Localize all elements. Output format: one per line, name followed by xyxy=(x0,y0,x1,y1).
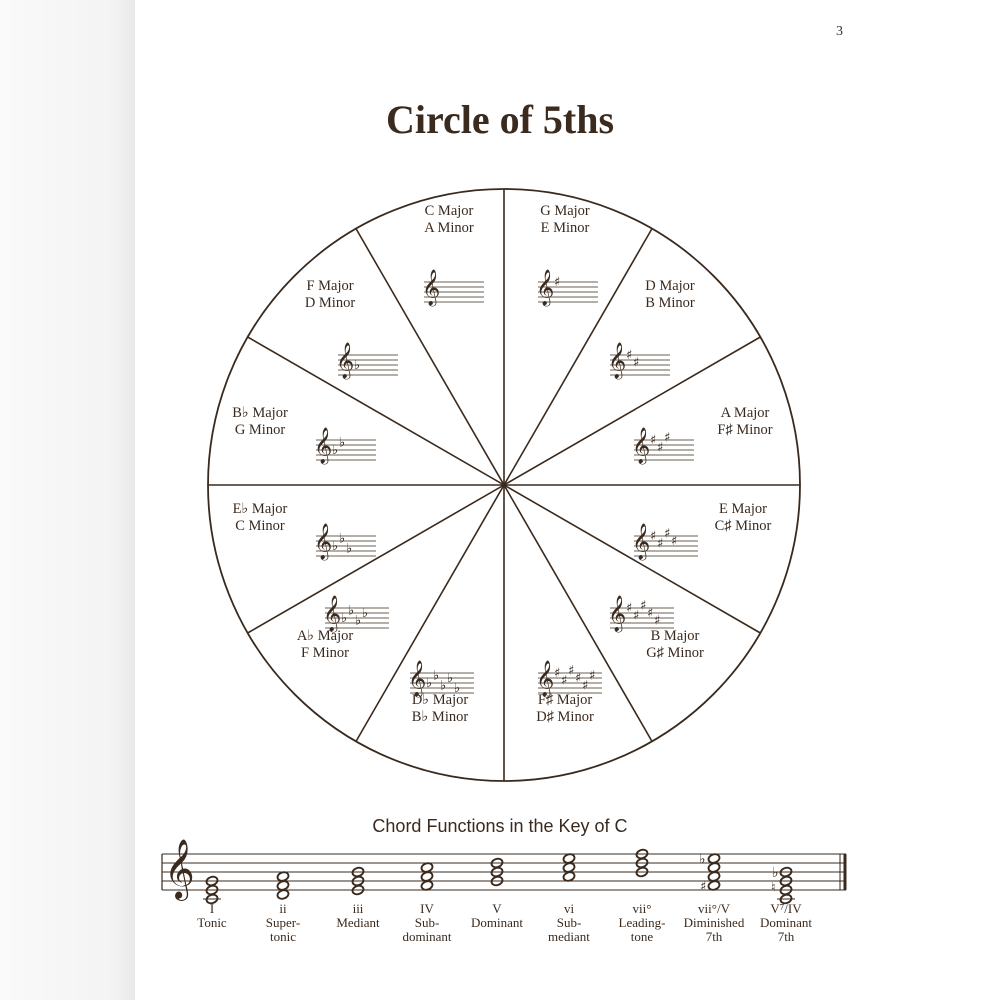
sharp-icon: ♯ xyxy=(626,348,633,363)
sharp-icon: ♯ xyxy=(650,433,657,448)
flat-icon: ♭ xyxy=(348,603,355,619)
flat-icon: ♭ xyxy=(447,671,454,686)
treble-clef-icon: 𝄞 xyxy=(336,342,355,379)
key-label-c: C Major A Minor xyxy=(424,203,474,236)
sharp-icon: ♯ xyxy=(568,663,575,679)
sharp-icon: ♯ xyxy=(589,668,596,684)
whole-note xyxy=(707,853,720,864)
flat-icon: ♭ xyxy=(339,435,346,451)
sharp-icon: ♯ xyxy=(650,529,657,544)
flat-icon: ♭ xyxy=(341,611,348,626)
sharp-icon: ♯ xyxy=(554,275,561,290)
key-label-e-flat: E♭ Major C Minor xyxy=(232,501,288,534)
chord-functions-title: Chord Functions in the Key of C xyxy=(372,816,628,836)
flat-icon: ♭ xyxy=(433,668,440,684)
chord-label-v: V Dominant xyxy=(471,901,523,930)
sharp-icon: ♯ xyxy=(626,601,633,616)
sharp-icon: ♯ xyxy=(671,534,678,549)
flat-icon: ♭ xyxy=(332,539,339,554)
treble-clef-icon: 𝄞 xyxy=(314,523,333,560)
flat-icon: ♭ xyxy=(426,676,433,691)
page-number: 3 xyxy=(836,24,843,39)
sharp-icon: ♯ xyxy=(633,355,640,371)
flat-icon: ♭ xyxy=(454,681,461,696)
chord-label-ii: ii Super- tonic xyxy=(265,901,301,944)
chord-label-vi: vi Sub- mediant xyxy=(548,901,590,944)
sharp-icon: ♯ xyxy=(582,678,589,694)
flat-icon: ♭ xyxy=(440,678,447,694)
key-label-f-sharp: F♯ Major D♯ Minor xyxy=(536,692,594,725)
chord-label-v7-of-iv: V⁷/IV Dominant 7th xyxy=(760,901,812,944)
chord-label-i: I Tonic xyxy=(197,901,227,930)
sharp-icon: ♯ xyxy=(554,666,561,681)
flat-icon: ♭ xyxy=(346,541,353,557)
key-label-g: G Major E Minor xyxy=(540,203,590,236)
treble-clef-icon: 𝄞 xyxy=(314,427,333,464)
chord-label-vii: vii° Leading- tone xyxy=(618,901,666,944)
flat-icon: ♭ xyxy=(332,443,339,458)
sharp-icon: ♯ xyxy=(657,440,664,456)
treble-clef-icon: 𝄞 xyxy=(422,269,441,306)
sharp-icon: ♯ xyxy=(657,536,664,552)
key-label-d: D Major B Minor xyxy=(645,278,695,311)
sharp-icon: ♯ xyxy=(654,613,661,629)
sharp-icon: ♯ xyxy=(640,598,647,614)
treble-clef-icon: 𝄞 xyxy=(323,595,342,632)
chord-label-vii-of-v: vii°/V Diminished 7th xyxy=(683,901,745,944)
whole-note xyxy=(562,853,575,864)
key-label-f: F Major D Minor xyxy=(304,278,356,311)
flat-icon: ♭ xyxy=(699,851,706,868)
treble-clef-icon: 𝄞 xyxy=(536,269,555,306)
flat-icon: ♭ xyxy=(772,865,779,881)
key-label-a: A Major F♯ Minor xyxy=(717,405,773,438)
sharp-icon: ♯ xyxy=(561,673,568,689)
treble-clef-icon: 𝄞 xyxy=(608,595,627,632)
sharp-icon: ♯ xyxy=(575,671,582,686)
flat-icon: ♭ xyxy=(354,358,361,373)
chord-label-iv: IV Sub- dominant xyxy=(402,901,452,944)
treble-clef-icon: 𝄞 xyxy=(164,839,195,899)
sharp-icon: ♯ xyxy=(664,526,671,542)
treble-clef-icon: 𝄞 xyxy=(608,342,627,379)
sharp-icon: ♯ xyxy=(664,430,671,446)
sharp-icon: ♯ xyxy=(647,606,654,621)
key-label-b: B Major G♯ Minor xyxy=(646,628,704,661)
key-label-e: E Major C♯ Minor xyxy=(714,501,772,534)
flat-icon: ♭ xyxy=(339,531,346,547)
treble-clef-icon: 𝄞 xyxy=(536,660,555,697)
page-title: Circle of 5ths xyxy=(385,97,615,142)
flat-icon: ♭ xyxy=(355,613,362,629)
treble-clef-icon: 𝄞 xyxy=(408,660,427,697)
key-label-d-flat: D♭ Major B♭ Minor xyxy=(411,692,469,725)
sharp-icon: ♯ xyxy=(633,608,640,624)
chord-label-iii: iii Mediant xyxy=(336,901,380,930)
treble-clef-icon: 𝄞 xyxy=(632,427,651,464)
key-label-b-flat: B♭ Major G Minor xyxy=(232,405,288,438)
sharp-icon: ♯ xyxy=(700,879,707,895)
key-label-a-flat: A♭ Major F Minor xyxy=(296,628,354,661)
treble-clef-icon: 𝄞 xyxy=(632,523,651,560)
whole-note xyxy=(276,871,289,882)
flat-icon: ♭ xyxy=(362,606,369,621)
natural-icon: ♮ xyxy=(771,880,776,896)
whole-note xyxy=(420,862,433,873)
